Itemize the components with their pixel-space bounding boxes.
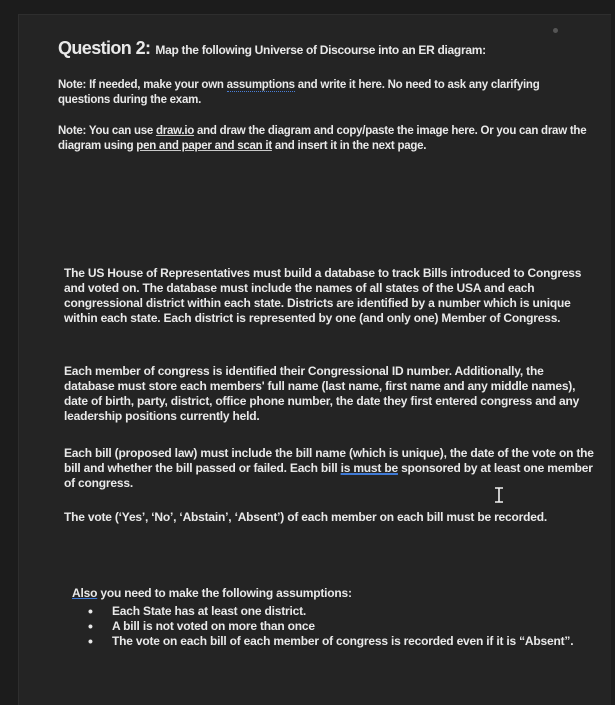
pen-paper-link: pen and paper and scan it [136,140,272,152]
paragraph-bill [64,446,594,491]
camera-dot [553,28,558,33]
note1-prefix: Note: If needed, make your own [58,79,227,91]
list-item: • A bill is not voted on more than once [112,619,612,634]
question-number: Question 2: [58,38,151,58]
paragraph-vote: The vote (‘Yes’, ‘No’, ‘Abstain’, ‘Absent’) of each member on each bill must be recorded. [64,510,547,524]
list-item: • Each State has at least one district. [112,604,612,619]
drawio-link[interactable]: draw.io [155,125,195,137]
p3-prefix: Each bill (proposed law) must include the bill name (which is unique), the date of the vote on the bill and whether the bill passed or failed. Each bill [64,446,594,475]
assumptions-heading [72,586,352,600]
note2-prefix: Note: You can use [58,125,156,137]
assumptions-word: assumptions [226,79,295,91]
question-title: Map the following Universe of Discourse into an ER diagram: [155,43,486,57]
note2-suffix: and insert it in the next page. [271,140,427,152]
note1-suffix: and write it here. No need to ask any clarifying questions during the exam. [58,79,540,106]
list-item: • The vote on each bill of each member of congress is recorded even if it is “Absent”. [112,634,612,649]
grammar-flag: is must be [340,461,398,475]
note2-middle: and draw the diagram and copy/paste the image here. Or you can draw the diagram using [58,125,587,152]
paragraph-house: The US House of Representatives must build a database to track Bills introduced to Congress and voted on. The database must include the names of all states of the USA and each congressional district within each state. Districts are identified by a number which is unique within each state. Each district is represented by one (and only one) Member of Congress. [64,266,582,325]
also-word: Also [72,586,98,600]
assumptions-heading-rest: you need to make the following assumptions: [97,586,352,600]
note-drawing-tools [58,124,588,154]
assumptions-list [70,604,612,649]
text-cursor-icon [494,487,504,503]
question-heading [58,38,598,59]
note-assumptions [58,78,588,108]
paragraph-member: Each member of congress is identified their Congressional ID number. Additionally, the database must store each members' full name (last name, first name and any middle names), date of birth, party, district, office phone number, the date they first entered congress and any leadership positions currently held. [64,364,580,423]
document-panel [18,14,611,705]
p3-suffix: sponsored by at least one member of congress. [64,461,593,490]
